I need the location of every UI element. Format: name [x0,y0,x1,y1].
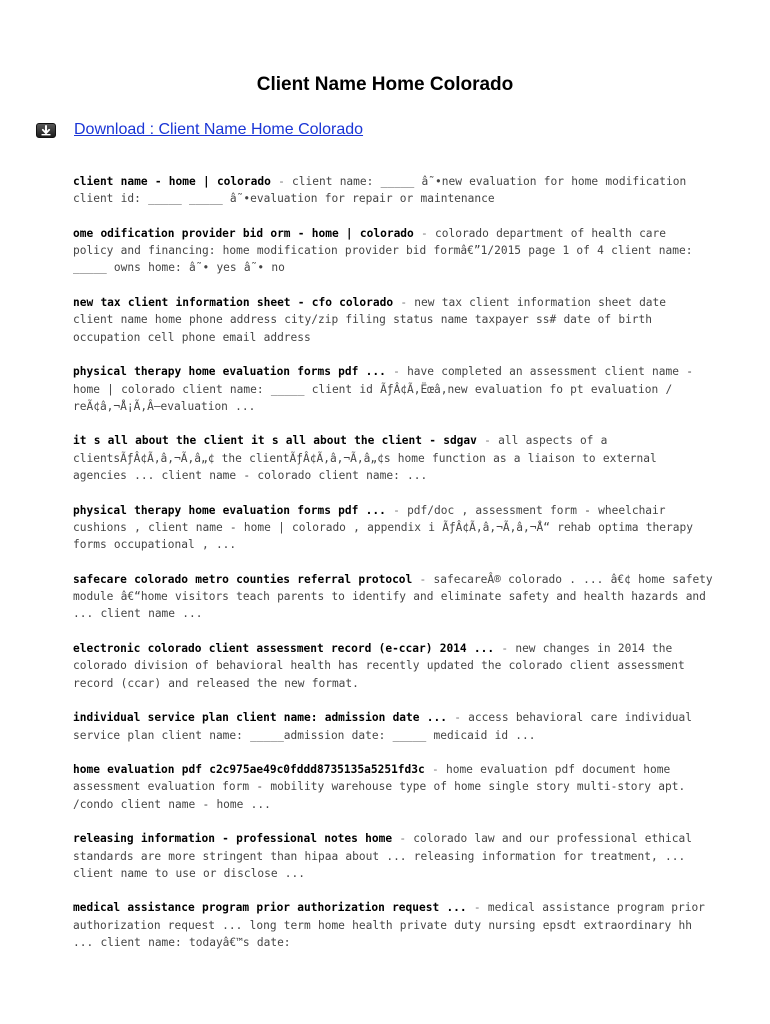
result-separator: - [413,226,435,240]
result-item [73,363,713,415]
result-separator: - [392,832,414,846]
result-title: physical therapy home evaluation forms pdf ... [73,365,386,379]
page-title: Client Name Home Colorado [256,74,514,95]
result-description: medical assistance program prior authorization request ... long term home health private duty nursing epsdt extraordinary hh ... client name: todayâ€™s date: [73,901,705,950]
result-title: electronic colorado client assessment record (e-ccar) 2014 ... [73,642,495,656]
result-description: have completed an assessment client name - home | colorado client name: _____ client id ÃƒÂ¢Ã‚Ëœâ‚new evaluation fo pt evaluation / reÃ¢â‚¬Å¡Ã‚Â–evaluation ... [73,365,693,413]
results-list [73,173,713,969]
result-separator: - [270,175,293,188]
result-title: individual service plan client name: admission date ... [73,711,447,725]
result-separator: - [476,434,499,448]
result-title: home evaluation pdf c2c975ae49c0fddd8735135a5251fd3c [73,763,425,777]
result-title: physical therapy home evaluation forms pdf ... [73,503,386,517]
result-title: safecare colorado metro counties referral protocol [73,572,413,586]
download-icon[interactable] [36,123,56,138]
result-item [73,899,713,951]
result-item [73,830,713,882]
result-description: new tax client information sheet date client name home phone address city/zip filing status name taxpayer ss# date of birth occupation cell phone email address [73,296,667,344]
result-separator: - [412,572,434,586]
result-description: new changes in 2014 the colorado division of behavioral health has recently updated the colorado client assessment record (ccar) and released the new format. [73,642,685,690]
result-separator: - [466,901,488,915]
result-item [73,640,713,692]
result-title: client name - home | colorado [73,175,271,188]
result-title: it s all about the client it s all about the client - sdgav [73,434,477,448]
result-description: access behavioral care individual service plan client name: _____admission date: _____ medicaid id ... [73,711,692,742]
result-item [73,432,713,484]
result-title: new tax client information sheet - cfo colorado [73,296,394,310]
result-separator: - [385,365,408,379]
result-separator: - [385,503,408,517]
result-description: colorado law and our professional ethical standards are more stringent than hipaa about ... releasing information for treatment, ... client name to use or disclose ... [73,832,692,880]
result-title: releasing information - professional notes home [73,832,393,846]
result-description: all aspects of a clientsÃƒÂ¢Ã‚â‚¬Ã‚â„¢ the clientÃƒÂ¢Ã‚â‚¬Ã‚â„¢s home function as a liaison to external agencies ... client name - colorado client name: ... [73,434,657,483]
result-item [73,225,713,277]
result-item [73,294,713,346]
result-item [73,173,713,208]
result-description: safecareÂ® colorado . ... â€¢ home safety module â€“home visitors teach parents to identify and eliminate safety and health hazards and ... client name ... [73,572,713,621]
result-item [73,761,713,813]
result-title: medical assistance program prior authorization request ... [73,901,467,915]
result-separator: - [494,642,516,656]
result-separator: - [424,763,446,777]
result-separator: - [393,296,415,310]
download-row [36,118,363,142]
result-description: pdf/doc , assessment form - wheelchair cushions , client name - home | colorado , appendix i ÃƒÂ¢Ã‚â‚¬Ã‚â‚¬Å“ rehab optima therapy forms occupational , ... [73,503,693,552]
result-item [73,709,713,744]
result-description: home evaluation pdf document home assessment evaluation form - mobility warehouse type of home single story multi-story apt. /condo client name - home ... [73,763,686,811]
result-item [73,502,713,554]
result-item [73,571,713,623]
download-link[interactable]: Download : Client Name Home Colorado [74,121,364,138]
result-description: colorado department of health care policy and financing: home modification provider bid formâ€”1/2015 page 1 of 4 client name: _____ owns home: â˜• yes â˜• no [73,226,693,275]
result-separator: - [446,711,469,725]
result-title: ome odification provider bid orm - home | colorado [73,226,414,240]
result-description: client name: _____ â˜•new evaluation for home modification client id: _____ _____ â˜•evaluation for repair or maintenance [73,175,687,206]
